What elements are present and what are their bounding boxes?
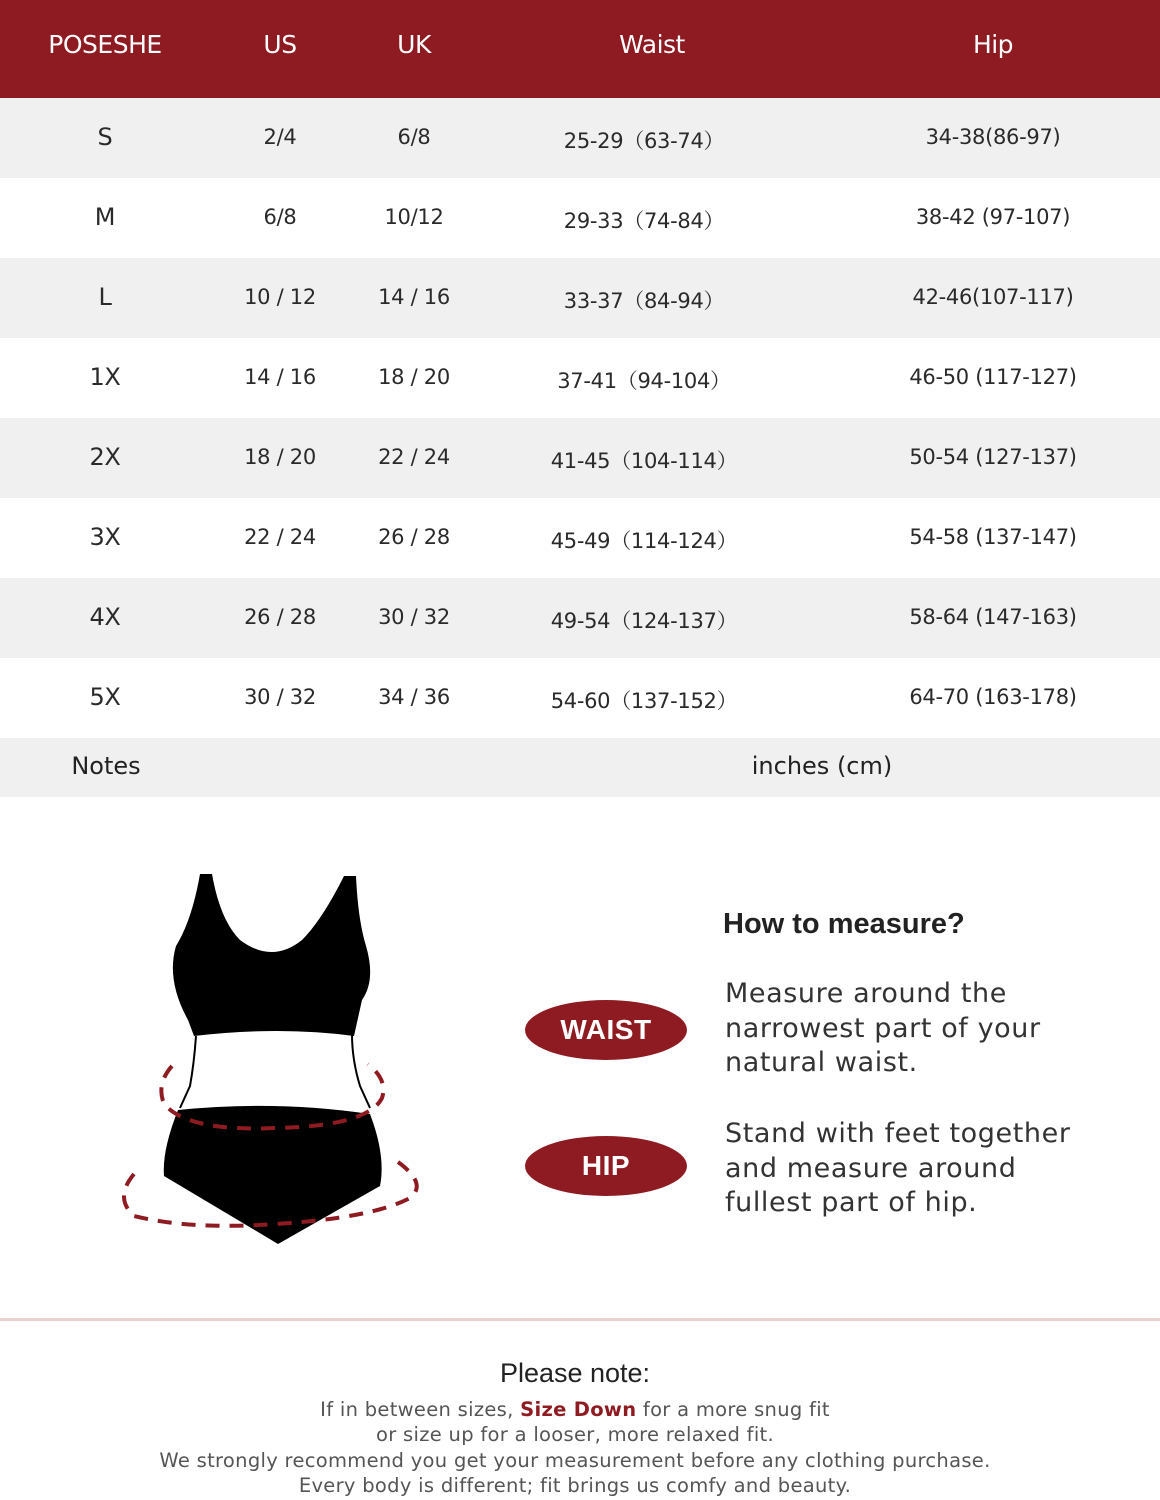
cell-size: M [94, 203, 116, 231]
header-uk: UK [397, 30, 431, 59]
table-row [0, 578, 1160, 658]
cell-uk: 26 / 28 [378, 525, 450, 549]
table-row [0, 178, 1160, 258]
waist-instruction-line: Measure around the [725, 978, 1007, 1009]
cell-size: 3X [89, 523, 121, 551]
cell-hip: 64-70 (163-178) [909, 685, 1077, 709]
cell-size: 5X [89, 683, 121, 711]
cell-hip: 54-58 (137-147) [909, 525, 1077, 549]
cell-uk: 34 / 36 [378, 685, 450, 709]
cell-waist: 45-49（114-124） [550, 529, 738, 553]
cell-us: 6/8 [263, 205, 297, 229]
waist-instruction-line: natural waist. [725, 1047, 918, 1078]
cell-hip: 42-46(107-117) [912, 285, 1074, 309]
cell-uk: 6/8 [397, 125, 431, 149]
note-text: If in between sizes, [320, 1398, 521, 1421]
cell-size: 4X [89, 603, 121, 631]
how-to-measure-title: How to measure? [723, 908, 965, 940]
table-header [0, 0, 1160, 98]
cell-us: 26 / 28 [244, 605, 316, 629]
table-row [0, 98, 1160, 178]
note-line-2: or size up for a looser, more relaxed fit. [375, 1423, 774, 1446]
cell-hip: 38-42 (97-107) [915, 205, 1071, 229]
cell-us: 14 / 16 [244, 365, 316, 389]
cell-uk: 14 / 16 [378, 285, 450, 309]
section-divider [0, 1318, 1160, 1321]
notes-label: Notes [71, 752, 141, 780]
notes-row [0, 738, 1160, 797]
table-row [0, 658, 1160, 738]
cell-waist: 37-41（94-104） [557, 369, 731, 393]
header-hip: Hip [972, 30, 1014, 59]
torso-outline [352, 1034, 370, 1108]
units-label: inches (cm) [751, 752, 893, 780]
header-brand: POSESHE [48, 30, 162, 59]
cell-size: 2X [89, 443, 121, 471]
cell-waist: 54-60（137-152） [550, 689, 738, 713]
note-line-1 [0, 1398, 1150, 1421]
note-line-3: We strongly recommend you get your measurement before any clothing purchase. [159, 1449, 991, 1472]
table-row [0, 338, 1160, 418]
please-note-title: Please note: [499, 1358, 651, 1388]
header-us: US [263, 30, 297, 59]
body-measure-illustration [100, 860, 440, 1260]
cell-size: 1X [89, 363, 121, 391]
cell-us: 10 / 12 [244, 285, 316, 309]
cell-hip: 34-38(86-97) [925, 125, 1061, 149]
hip-badge: HIP [525, 1136, 687, 1196]
cell-waist: 25-29（63-74） [563, 129, 725, 153]
waist-badge: WAIST [525, 1000, 687, 1060]
cell-us: 2/4 [263, 125, 297, 149]
table-row [0, 498, 1160, 578]
table-row [0, 418, 1160, 498]
cell-size: S [97, 123, 113, 151]
torso-outline [180, 1036, 196, 1108]
hip-instruction-line: and measure around [725, 1152, 1017, 1184]
size-down-highlight: Size Down [520, 1398, 637, 1421]
cell-hip: 50-54 (127-137) [909, 445, 1077, 469]
cell-waist: 29-33（74-84） [563, 209, 725, 233]
cell-uk: 18 / 20 [378, 365, 450, 389]
cell-waist: 49-54（124-137） [550, 609, 738, 633]
hip-instruction-line: fullest part of hip. [725, 1187, 978, 1218]
cell-hip: 58-64 (147-163) [909, 605, 1077, 629]
hip-instruction-line: Stand with feet together [725, 1118, 1071, 1149]
cell-uk: 10/12 [384, 205, 444, 229]
cell-hip: 46-50 (117-127) [909, 365, 1077, 389]
cell-us: 30 / 32 [244, 685, 316, 709]
waist-instruction-line: narrowest part of your [725, 1012, 1041, 1044]
header-waist: Waist [619, 30, 685, 59]
cell-us: 18 / 20 [244, 445, 316, 469]
cell-uk: 30 / 32 [378, 605, 450, 629]
note-text: for a more snug fit [636, 1398, 830, 1421]
cell-waist: 41-45（104-114） [550, 449, 738, 473]
cell-size: L [98, 283, 112, 311]
bra-top-shape [173, 874, 370, 1036]
note-line-4: Every body is different; fit brings us comfy and beauty. [298, 1474, 852, 1497]
waist-instructions [725, 977, 1125, 1081]
cell-waist: 33-37（84-94） [563, 289, 725, 313]
cell-uk: 22 / 24 [378, 445, 450, 469]
cell-us: 22 / 24 [244, 525, 316, 549]
hip-instructions [725, 1117, 1125, 1221]
table-row [0, 258, 1160, 338]
